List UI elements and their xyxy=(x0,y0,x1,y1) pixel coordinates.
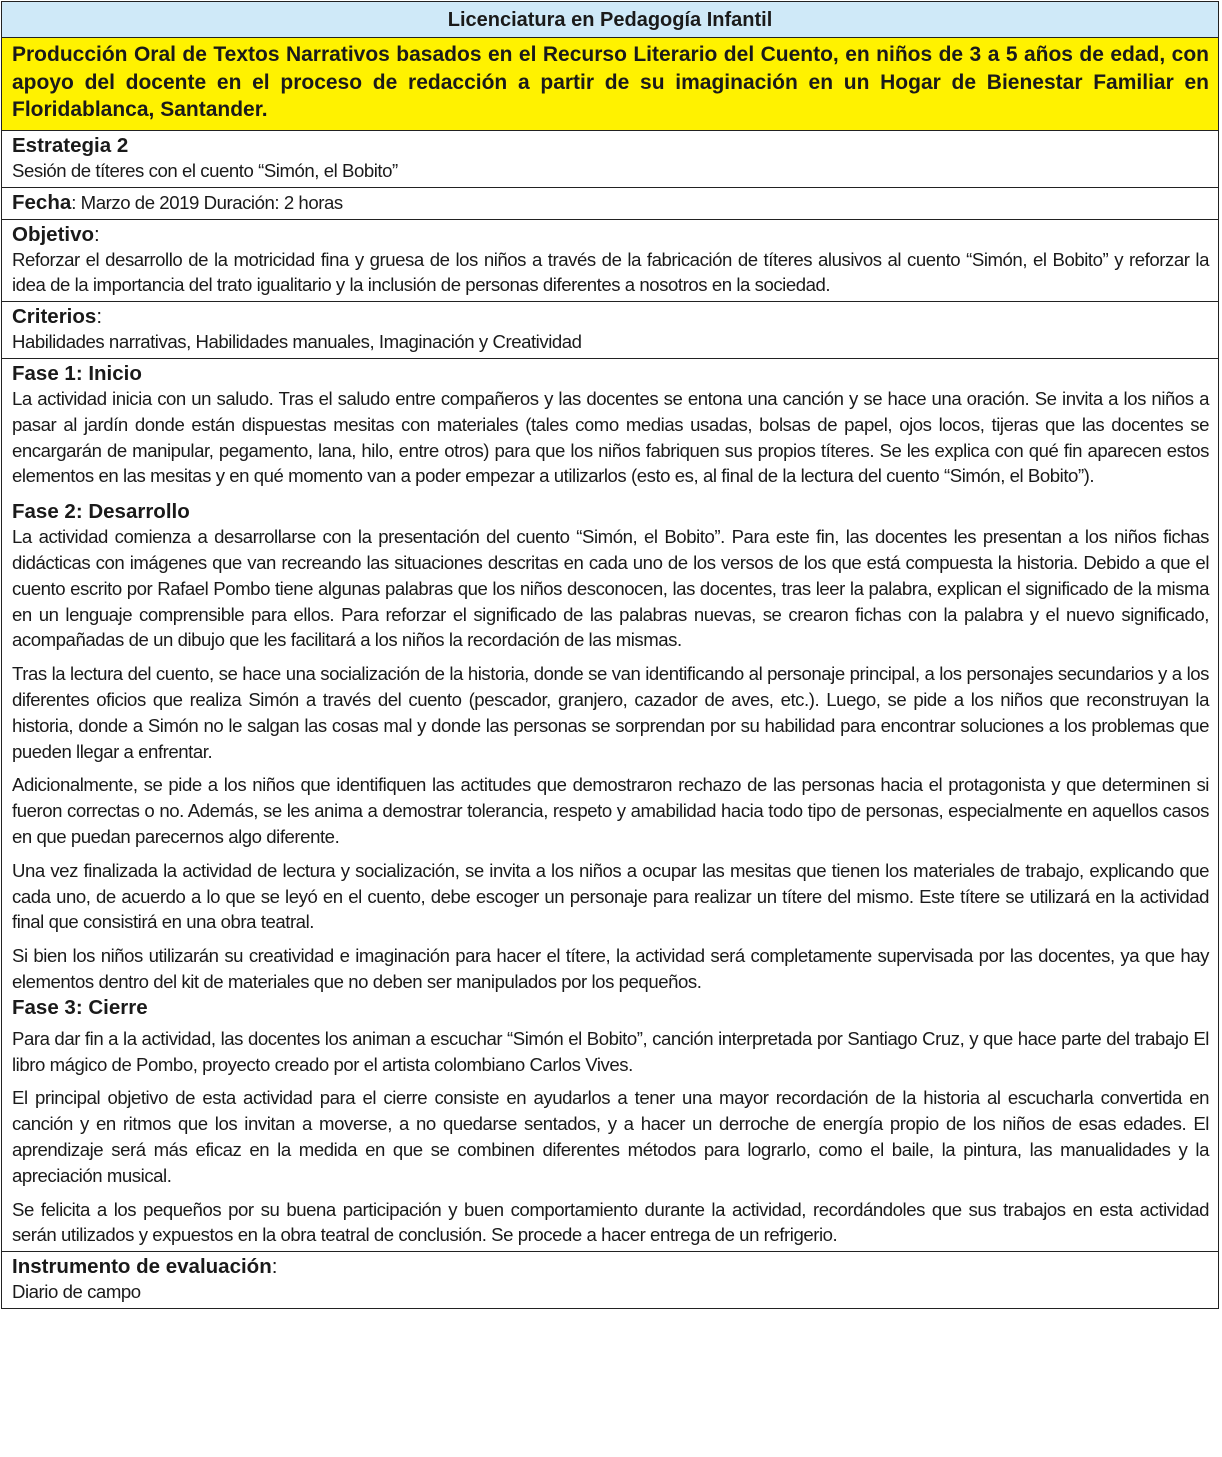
fecha-label: Fecha xyxy=(12,190,72,214)
activity-plan-table xyxy=(1,1,1219,1309)
estrategia-text: Sesión de títeres con el cuento “Simón, el Bobito” xyxy=(12,160,398,181)
fase3-paragraph: Se felicita a los pequeños por su buena participación y buen comportamiento durante la actividad, recordándoles que sus trabajos en esta actividad serán utilizados y expuestos en la obra teatral de conclusión. Se procede a hacer entrega de un refrigerio. xyxy=(12,1198,1209,1246)
fecha-section xyxy=(2,188,1218,220)
fase3-label: Fase 3: Cierre xyxy=(12,995,148,1019)
criterios-text: Habilidades narrativas, Habilidades manuales, Imaginación y Creatividad xyxy=(12,331,582,353)
fase2-paragraph: Adicionalmente, se pide a los niños que identifiquen las actitudes que demostraron rechazo de las personas hacia el protagonista y que determinen si fueron correctas o no. Además, se les anima a demostrar tolerancia, respeto y amabilidad hacia todo tipo de personas, especialmente en aquellos casos en que puedan parecernos algo diferente. xyxy=(12,774,1209,847)
criterios-section: Criterios: Habilidades narrativas, Habilidades manuales, Imaginación y Creatividad xyxy=(2,302,1218,359)
fase2-paragraph: Una vez finalizada la actividad de lectura y socialización, se invita a los niños a ocupar las mesitas que tienen los materiales de trabajo, explicando que cada uno, de acuerdo a lo que se leyó en el cuento, debe escoger un personaje para realizar un títere del mismo. Este títere se utilizará en la actividad final que consistirá en una obra teatral. xyxy=(12,859,1209,933)
estrategia-label: Estrategia 2 xyxy=(12,134,129,157)
objetivo-section: Objetivo: Reforzar el desarrollo de la motricidad fina y gruesa de los niños a través de la fabricación de títeres alusivos al cuento “Simón, el Bobito” y reforzar la idea de la importancia del trato igualitario y la inclusión de personas diferentes a nosotros en la sociedad. xyxy=(2,220,1218,303)
instrumento-section: Instrumento de evaluación: Diario de campo xyxy=(2,1252,1218,1308)
program-header: Licenciatura en Pedagogía Infantil xyxy=(2,2,1218,38)
fase2-paragraph: Tras la lectura del cuento, se hace una socialización de la historia, donde se van identificando al personaje principal, a los personajes secundarios y a los diferentes oficios que realiza Simón a través del cuento (pescador, granjero, cazador de aves, etc.). Luego, se pide a los niños que reconstruyan la historia, donde a Simón no le salgan las cosas mal y donde las personas se sorprendan por su habilidad para encontrar soluciones a los problemas que pueden llegar a enfrentar. xyxy=(12,663,1209,762)
instrumento-label: Instrumento de evaluación xyxy=(12,1255,272,1279)
objetivo-label: Objetivo xyxy=(12,222,95,246)
fase1-label: Fase 1: Inicio xyxy=(12,361,142,385)
objetivo-text: Reforzar el desarrollo de la motricidad fina y gruesa de los niños a través de la fabricación de títeres alusivos al cuento “Simón, el Bobito” y reforzar la idea de la importancia del trato igualitario y la inclusión de personas diferentes a nosotros en la sociedad. xyxy=(12,248,1209,296)
instrumento-text: Diario de campo xyxy=(12,1281,141,1303)
criterios-label: Criterios xyxy=(12,305,97,329)
fase2-paragraph: La actividad comienza a desarrollarse con la presentación del cuento “Simón, el Bobito”. Para este fin, las docentes les presentan a los niños fichas didácticas con imágenes que van recreando las situaciones descritas en cada uno de los versos de los que está compuesta la historia. Debido a que el cuento escrito por Rafael Pombo tiene algunas palabras que los niños desconocen, las docentes, tras leer la palabra, explican el significado de la misma en un lenguaje comprensible para ellos. Para reforzar el significado de las palabras nuevas, se crearon fichas con la palabra y el nuevo significado, acompañadas de un dibujo que les facilitará a los niños la recordación de las mismas. xyxy=(12,526,1209,651)
fases-section xyxy=(2,359,1218,1252)
fase3-paragraph: El principal objetivo de esta actividad para el cierre consiste en ayudarlos a tener una mayor recordación de la historia al escucharla convertida en canción y en ritmos que los invitan a moverse, a no quedarse sentados, y a hacer un derroche de energía propio de los niños de esas edades. El aprendizaje será más eficaz en la medida en que se combinen diferentes métodos para lograrlo, como el baile, la pintura, las manualidades y la apreciación musical. xyxy=(12,1087,1209,1186)
fase1-paragraph: La actividad inicia con un saludo. Tras el saludo entre compañeros y las docentes se entona una canción y se hace una oración. Se invita a los niños a pasar al jardín donde están dispuestas mesitas con materiales (tales como medias usadas, bolsas de papel, ojos locos, tijeras que las docentes se encargarán de manipular, pegamento, lana, hilo, entre otros) para que los niños fabriquen sus propios títeres. Se les explica con qué fin aparecen estos elementos en las mesitas y en qué momento van a poder empezar a utilizarlos (esto es, al final de la lectura del cuento “Simón, el Bobito”). xyxy=(12,387,1209,487)
project-title: Producción Oral de Textos Narrativos basados en el Recurso Literario del Cuento, en niños de 3 a 5 años de edad, con apoyo del docente en el proceso de redacción a partir de su imaginación en un Hogar de Bienestar Familiar en Floridablanca, Santander. xyxy=(2,38,1218,131)
fase3-paragraph: Para dar fin a la actividad, las docentes los animan a escuchar “Simón el Bobito”, canción interpretada por Santiago Cruz, y que hace parte del trabajo El libro mágico de Pombo, proyecto creado por el artista colombiano Carlos Vives. xyxy=(12,1027,1209,1075)
fase2-label: Fase 2: Desarrollo xyxy=(12,500,190,524)
estrategia-section xyxy=(2,131,1218,188)
fase2-paragraph: Si bien los niños utilizarán su creatividad e imaginación para hacer el títere, la actividad será completamente supervisada por las docentes, ya que hay elementos dentro del kit de materiales que no deben ser manipulados por los pequeños. xyxy=(12,945,1209,992)
fecha-text: : Marzo de 2019 Duración: 2 horas xyxy=(71,191,343,213)
